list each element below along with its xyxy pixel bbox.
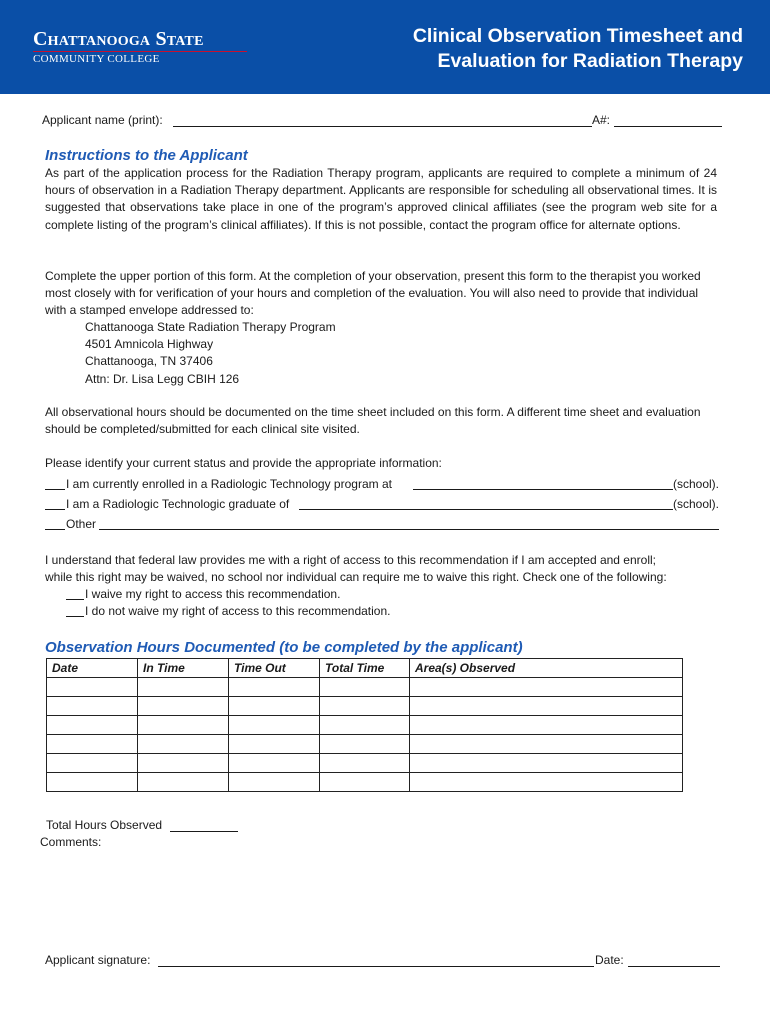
school-suffix: (school). [673, 497, 720, 511]
date-cell[interactable] [47, 754, 138, 773]
address-line: Chattanooga State Radiation Therapy Program [85, 320, 336, 334]
rights-statement-line1: I understand that federal law provides me with a right of access to this recommendation if I am accepted and enroll; [45, 553, 656, 567]
total-time-cell[interactable] [320, 754, 410, 773]
table-row [47, 735, 683, 754]
other-status-field[interactable] [99, 529, 719, 530]
waive-checkbox[interactable] [66, 599, 84, 600]
total-time-cell[interactable] [320, 773, 410, 792]
in-time-cell[interactable] [138, 773, 229, 792]
instructions-paragraph-3: All observational hours should be documented on the time sheet included on this form. A different time sheet and evaluation should be completed/submitted for each clinical site visited. [45, 405, 701, 437]
date-cell[interactable] [47, 716, 138, 735]
table-row [47, 754, 683, 773]
graduate-school-field[interactable] [299, 509, 673, 510]
areas-observed-cell[interactable] [410, 678, 683, 697]
applicant-signature-field[interactable] [158, 966, 594, 967]
instructions-paragraph-1: As part of the application process for the Radiation Therapy program, applicants are required to complete a minimum of 24 hours of observation in a Radiation Therapy department. Applicants are responsible for scheduling all observational times. It is suggested that observations take place in one of the program’s approved clinical affiliates (see the program web site for a complete listing of the program’s clinical affiliates). If this is not possible, contact the program office for alternate options. [45, 166, 717, 232]
total-hours-field[interactable] [170, 831, 238, 832]
observation-hours-table [46, 658, 683, 792]
logo-wordmark: Chattanooga State [33, 28, 204, 50]
status-prompt: Please identify your current status and provide the appropriate information: [45, 456, 442, 470]
header-banner [0, 0, 770, 94]
enrolled-school-field[interactable] [413, 489, 673, 490]
document-title-line2: Evaluation for Radiation Therapy [437, 50, 743, 72]
time-out-cell[interactable] [229, 754, 320, 773]
logo-subtitle: COMMUNITY COLLEGE [33, 53, 160, 65]
areas-observed-cell[interactable] [410, 716, 683, 735]
date-cell[interactable] [47, 697, 138, 716]
time-out-cell[interactable] [229, 716, 320, 735]
total-hours-label: Total Hours Observed [46, 818, 163, 832]
date-cell[interactable] [47, 678, 138, 697]
status-other-label: Other [66, 517, 97, 531]
college-logo [33, 28, 247, 66]
date-label: Date: [595, 953, 624, 967]
a-number-label: A#: [592, 113, 611, 127]
comments-label: Comments: [40, 835, 102, 849]
areas-observed-cell[interactable] [410, 754, 683, 773]
document-title [363, 24, 743, 74]
table-header-row [47, 659, 683, 678]
in-time-cell[interactable] [138, 678, 229, 697]
instructions-heading: Instructions to the Applicant [45, 147, 248, 164]
column-header-total-time: Total Time [320, 659, 410, 678]
address-line: Attn: Dr. Lisa Legg CBIH 126 [85, 371, 240, 386]
total-time-cell[interactable] [320, 716, 410, 735]
time-out-cell[interactable] [229, 697, 320, 716]
areas-observed-cell[interactable] [410, 735, 683, 754]
in-time-cell[interactable] [138, 754, 229, 773]
column-header-areas-observed: Area(s) Observed [410, 659, 683, 678]
areas-observed-cell[interactable] [410, 697, 683, 716]
date-cell[interactable] [47, 773, 138, 792]
column-header-in-time: In Time [138, 659, 229, 678]
observation-heading: Observation Hours Documented (to be completed by the applicant) [45, 639, 523, 656]
date-cell[interactable] [47, 735, 138, 754]
document-title-line1: Clinical Observation Timesheet and [412, 25, 743, 47]
logo-rule [33, 51, 247, 52]
date-field[interactable] [628, 966, 720, 967]
table-row [47, 773, 683, 792]
status-graduate-checkbox[interactable] [45, 509, 65, 510]
waive-label: I waive my right to access this recommendation. [85, 587, 341, 601]
a-number-field[interactable] [614, 126, 722, 127]
time-out-cell[interactable] [229, 678, 320, 697]
status-enrolled-checkbox[interactable] [45, 489, 65, 490]
table-row [47, 697, 683, 716]
in-time-cell[interactable] [138, 697, 229, 716]
time-out-cell[interactable] [229, 773, 320, 792]
status-enrolled-label: I am currently enrolled in a Radiologic Technology program at [66, 477, 392, 491]
total-time-cell[interactable] [320, 678, 410, 697]
status-graduate-label: I am a Radiologic Technologic graduate of [66, 497, 290, 511]
mailing-address [85, 319, 336, 388]
in-time-cell[interactable] [138, 716, 229, 735]
column-header-time-out: Time Out [229, 659, 320, 678]
applicant-name-label: Applicant name (print): [42, 113, 163, 127]
areas-observed-cell[interactable] [410, 773, 683, 792]
rights-statement-line2: while this right may be waived, no school nor individual can require me to waive this right. Check one of the following: [45, 570, 667, 584]
in-time-cell[interactable] [138, 735, 229, 754]
column-header-date: Date [47, 659, 138, 678]
not-waive-label: I do not waive my right of access to this recommendation. [85, 604, 391, 618]
comments-area[interactable] [40, 852, 720, 942]
total-time-cell[interactable] [320, 697, 410, 716]
applicant-signature-label: Applicant signature: [45, 953, 151, 967]
instructions-paragraph-2: Complete the upper portion of this form. At the completion of your observation, present this form to the therapist you worked most closely with for verification of your hours and completion of the evaluation. You will also need to provide that individual with a stamped envelope addressed to: [45, 269, 701, 318]
school-suffix: (school). [673, 477, 720, 491]
address-line: Chattanooga, TN 37406 [85, 354, 213, 369]
time-out-cell[interactable] [229, 735, 320, 754]
applicant-name-field[interactable] [173, 126, 592, 127]
table-row [47, 678, 683, 697]
status-other-checkbox[interactable] [45, 529, 65, 530]
not-waive-checkbox[interactable] [66, 616, 84, 617]
total-time-cell[interactable] [320, 735, 410, 754]
table-row [47, 716, 683, 735]
address-line: 4501 Amnicola Highway [85, 337, 214, 352]
